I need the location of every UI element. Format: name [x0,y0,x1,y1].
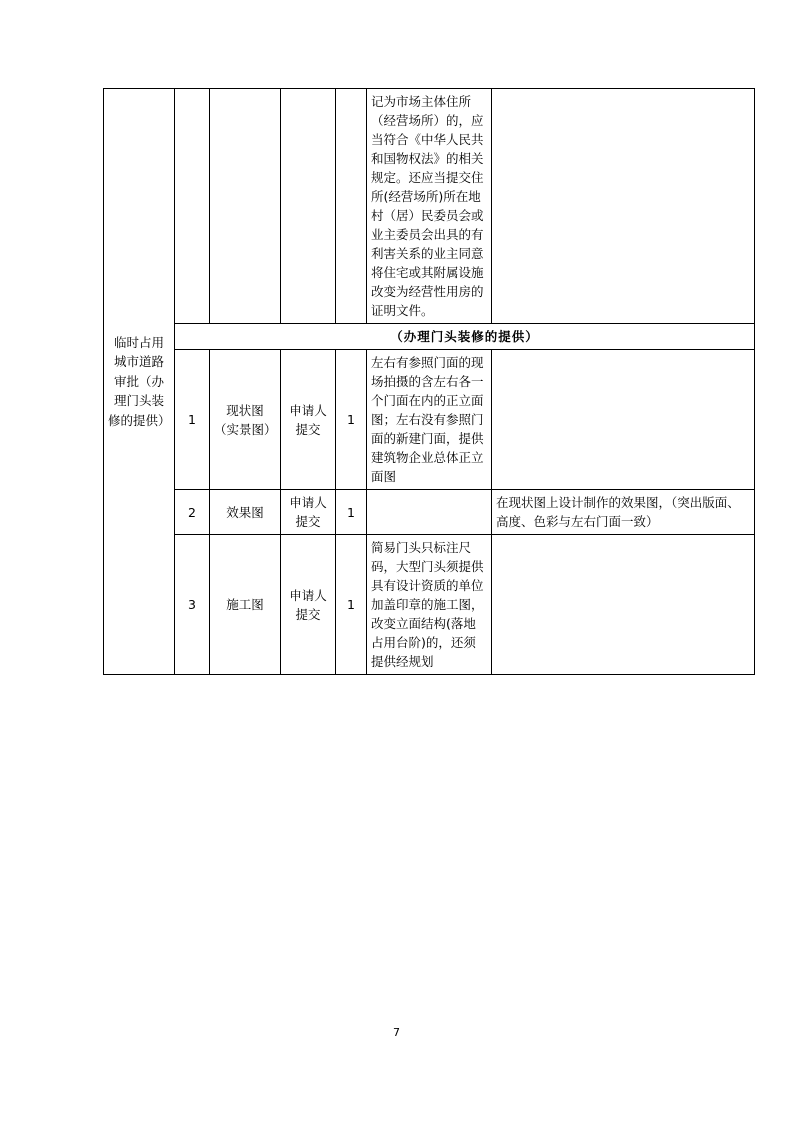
group-label-cell [104,89,175,675]
continued-count-cell [336,89,367,324]
row-source: 申请人提交 [281,535,336,675]
page-content [103,88,740,675]
page-number: 7 [393,1026,400,1039]
section-title-row [104,324,755,350]
continued-name-cell [210,89,281,324]
continued-requirement-cell: 记为市场主体住所（经营场所）的，应当符合《中华人民共和国物权法》的相关规定。还应当提交住所(经营场所)所在地村（居）民委员会或业主委员会出具的有利害关系的业主同意将住宅或其附属设施改变为经营性用房的证明文件。 [367,89,492,324]
row-count: 1 [336,350,367,490]
requirements-table [103,88,755,675]
row-requirement: 简易门头只标注尺码，大型门头须提供具有设计资质的单位加盖印章的施工图，改变立面结构(落地占用台阶)的，还须提供经规划 [367,535,492,675]
row-source: 申请人提交 [281,490,336,535]
row-note [492,350,755,490]
table-row [104,535,755,675]
table-row [104,350,755,490]
row-index: 2 [175,490,210,535]
row-source: 申请人提交 [281,350,336,490]
continued-note-cell [492,89,755,324]
row-index: 1 [175,350,210,490]
row-name: 现状图（实景图） [210,350,281,490]
row-note: 在现状图上设计制作的效果图，（突出版面、高度、色彩与左右门面一致） [492,490,755,535]
row-note [492,535,755,675]
row-requirement: 左右有参照门面的现场拍摄的含左右各一个门面在内的正立面图；左右没有参照门面的新建门面，提供建筑物企业总体正立面图 [367,350,492,490]
continued-index-cell [175,89,210,324]
row-count: 1 [336,490,367,535]
row-name: 施工图 [210,535,281,675]
table-row [104,89,755,324]
group-label-text: 临时占用城市道路审批（办理门头装修的提供） [108,335,171,428]
row-count: 1 [336,535,367,675]
row-index: 3 [175,535,210,675]
table-row [104,490,755,535]
row-name: 效果图 [210,490,281,535]
section-title-cell: （办理门头装修的提供） [175,324,755,350]
continued-source-cell [281,89,336,324]
row-requirement [367,490,492,535]
